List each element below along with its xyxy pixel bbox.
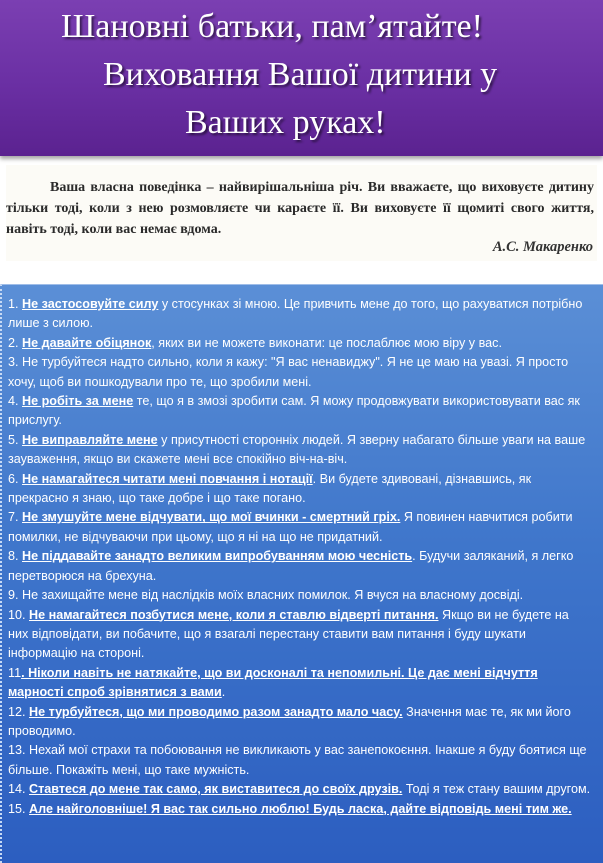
rule-item: [8, 392, 592, 431]
rule-emphasis: Не застосовуйте силу: [22, 297, 159, 311]
rule-number: 10.: [8, 607, 30, 622]
rule-item: [8, 353, 592, 392]
rule-emphasis: Не виправляйте мене: [22, 432, 158, 447]
header-banner: [0, 0, 603, 156]
rule-text: Якщо ви не будете на них відповідати, ви побачите, що я взагалі перестану ставити вам питання і буду шукати інформацію на стороні.: [8, 607, 569, 661]
rule-text: , яких ви не можете виконати: це послаблює мою віру у вас.: [151, 335, 502, 350]
rule-emphasis: Не піддавайте занадто великим випробуванням мою чесність: [22, 549, 413, 564]
rule-item: [8, 800, 592, 819]
rule-emphasis: Не давайте обіцянок: [22, 335, 152, 350]
rule-item: [8, 431, 592, 470]
rule-text: Не турбуйтеся надто сильно, коли я кажу: "Я вас ненавиджу". Я не це маю на увазі. Я просто хочу, щоб ви пошкодували про те, що зробили мені.: [8, 355, 569, 389]
rule-number: 14.: [8, 782, 30, 797]
rule-number: 2.: [8, 335, 23, 350]
rule-number: 8.: [8, 549, 23, 564]
quote-author: А.С. Макаренко: [492, 239, 593, 255]
rule-emphasis: Не намагайтеся читати мені повчання і нотації: [22, 471, 313, 486]
rule-number: 11: [8, 665, 22, 680]
rule-number: 6.: [8, 471, 23, 486]
rule-number: 12.: [8, 704, 30, 719]
rule-text: те, що я в змозі зробити сам. Я можу продовжувати використовувати вас як прислугу.: [8, 394, 580, 428]
rule-item: [8, 547, 592, 586]
rule-emphasis: Але найголовніше! Я вас так сильно люблю! Будь ласка, дайте відповідь мені тим же.: [29, 801, 572, 816]
rule-text: Значення має те, як ми його проводимо.: [8, 704, 571, 738]
rule-text: . Ви будете здивовані, дізнавшись, як прекрасно я знаю, що таке добре і що таке погано.: [8, 471, 532, 506]
rule-item: [8, 508, 592, 547]
rule-item: [8, 606, 592, 664]
rule-text: у стосунках зі мною. Це привчить мене до того, що рахуватися потрібно лише з силою.: [8, 297, 583, 331]
rule-number: 4.: [8, 394, 23, 409]
rule-item: [8, 334, 592, 353]
rule-item: [8, 295, 592, 334]
rule-item: [8, 741, 592, 780]
rule-emphasis: Ставтеся до мене так само, як виставитеся до своїх друзів.: [29, 782, 403, 797]
header-title-line-1: Шановні батьки, пам’ятайте!: [61, 8, 483, 45]
rule-number: 7.: [8, 510, 23, 525]
quote-block: [6, 165, 597, 261]
rule-item: [8, 470, 592, 509]
rule-item: [8, 703, 592, 742]
rule-number: 1.: [8, 297, 23, 311]
rule-text: Тоді я теж стану вашим другом.: [402, 782, 591, 797]
rule-text: . Будучи заляканий, я легко перетворюся на брехуна.: [8, 549, 574, 583]
rule-number: 3.: [8, 355, 23, 370]
rule-number: 5.: [8, 432, 23, 447]
rule-text: у присутності сторонніх людей. Я зверну набагато більше уваги на ваше зауваження, якщо ви скажете мені все спокійно віч-на-віч.: [8, 432, 586, 467]
rule-text: .: [221, 685, 226, 700]
rules-list: [8, 295, 592, 819]
rule-number: 15.: [8, 801, 30, 816]
quote-text: Ваша власна поведінка – найвирішальніша річ. Ви вважаєте, що виховуєте дитину тільки тоді, коли з нею розмовляєте чи караєте її. Ви виховуєте її щомиті свого життя, навіть тоді, коли вас немає вдома.: [6, 180, 594, 237]
rule-text: Я повинен навчитися робити помилки, не відчуваючи при цьому, що я ні на що не придатний.: [8, 510, 573, 544]
rule-item: [8, 780, 592, 799]
rules-panel: [0, 284, 603, 863]
rule-emphasis: Не турбуйтеся, що ми проводимо разом занадто мало часу.: [29, 704, 403, 719]
rule-item: [8, 586, 592, 605]
rule-number: 9.: [8, 588, 23, 603]
rule-item: [8, 664, 592, 703]
rule-emphasis: Не змушуйте мене відчувати, що мої вчинки - смертний гріх.: [22, 510, 401, 525]
rule-text: Не захищайте мене від наслідків моїх власних помилок. Я вчуся на власному досвіді.: [22, 588, 524, 603]
rule-emphasis: Не намагайтеся позбутися мене, коли я ставлю відверті питання.: [29, 607, 439, 622]
rule-emphasis: Не робіть за мене: [22, 394, 134, 409]
rule-text: Нехай мої страхи та побоювання не викликають у вас занепокоєння. Інакше я буду боятися ще більше. Покажіть мені, що таке мужність.: [8, 743, 587, 777]
rule-emphasis: . Ніколи навіть не натякайте, що ви досконалі та непомильні. Це дає мені відчуття марності спроб зрівнятися з вами: [8, 665, 538, 700]
rule-number: 13.: [8, 743, 30, 758]
header-title-line-2: Виховання Вашої дитини у: [103, 56, 498, 93]
header-title-line-3: Ваших руках!: [185, 104, 386, 141]
